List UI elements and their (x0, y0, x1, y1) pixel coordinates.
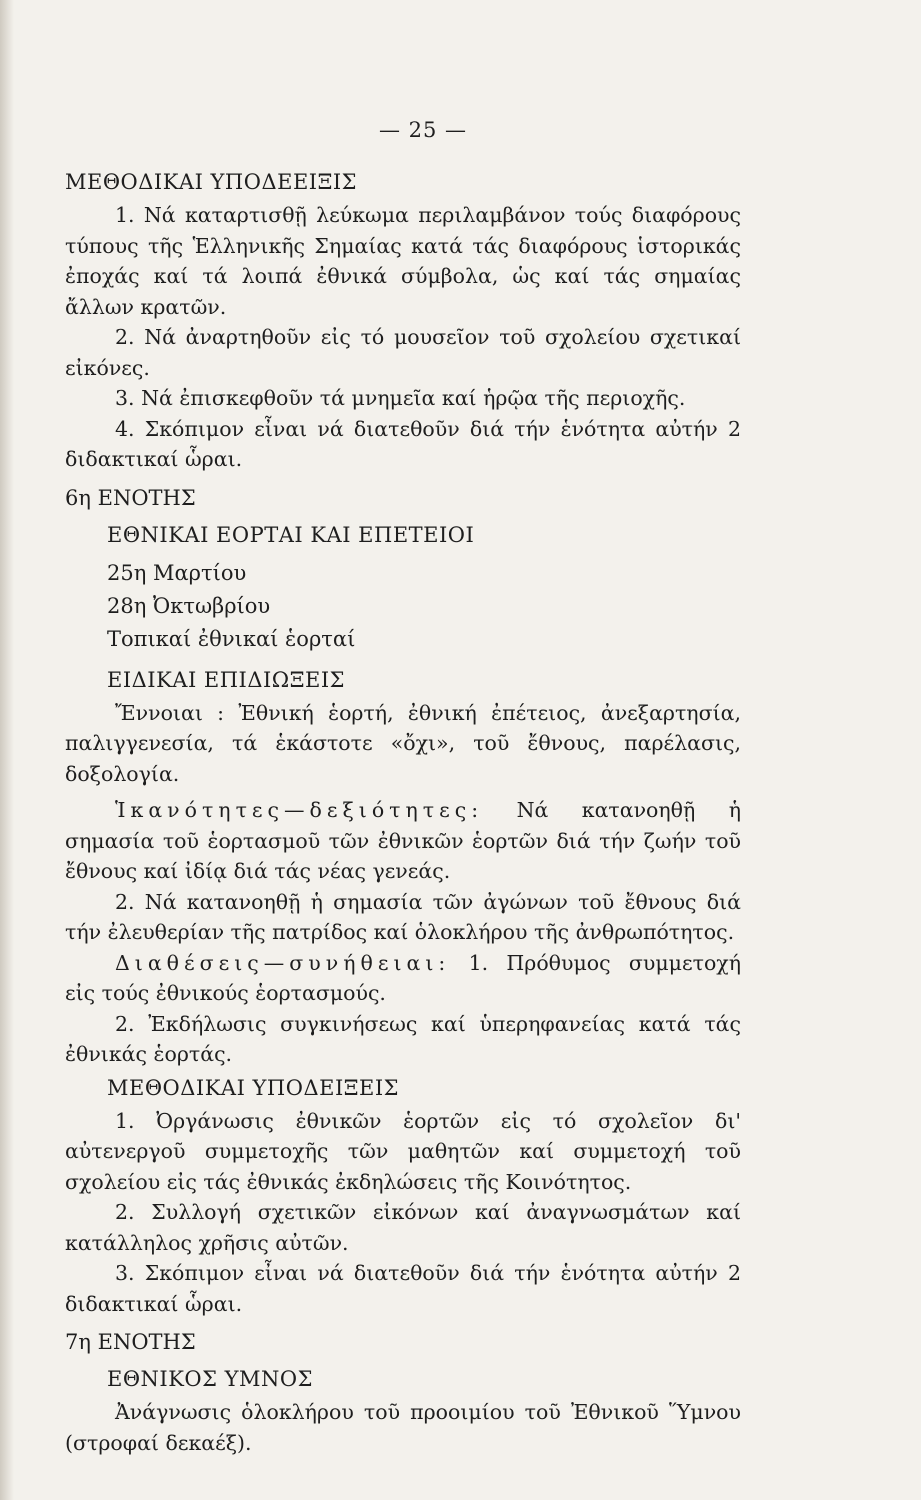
topic-march-25: 25η Μαρτίου (107, 560, 247, 585)
topic-october-28: 28η Ὀκτωβρίου (107, 593, 271, 618)
hint2-2-paragraph: 2. Συλλογή σχετικῶν εἰκόνων καί ἀναγνωσμάτων καί κατάλληλος χρῆσις αὐτῶν. (65, 1200, 741, 1255)
hint-4-paragraph: 4. Σκόπιμον εἶναι νά διατεθοῦν διά τήν ἑνότητα αὐτήν 2 διδακτικαί ὧραι. (65, 416, 741, 471)
page-number: — 25 — (378, 118, 468, 142)
concepts-paragraph (65, 698, 741, 790)
attitudes-paragraph (65, 948, 741, 1009)
attitudes-2-paragraph: 2. Ἐκδήλωσις συγκινήσεως καί ὑπερηφανείας κατά τάς ἐθνικάς ἑορτάς. (65, 1011, 741, 1066)
skills-paragraph (65, 795, 741, 887)
anthem-reading-paragraph: Ἀνάγνωσις ὁλοκλήρου τοῦ προοιμίου τοῦ Ἐθνικοῦ Ὕμνου (στροφαί δεκαέξ). (65, 1400, 741, 1455)
hint-2-paragraph: 2. Νά ἀναρτηθοῦν εἰς τό μουσεῖον τοῦ σχολείου σχετικαί εἰκόνες. (65, 325, 741, 380)
methodical-hints-heading-1: ΜΕΘΟΔΙΚΑΙ ΥΠΟΔΕΕΙΞΙΣ (65, 170, 357, 194)
topic-local-holidays: Τοπικαί ἐθνικαί ἑορταί (107, 626, 356, 651)
skills-text: Νά κατανοηθῇ ἡ σημασία τοῦ ἑορτασμοῦ τῶν ἐθνικῶν ἑορτῶν διά τήν ζωήν τοῦ ἔθνους καί ἰδίᾳ διά τάς νέας γενεάς. (65, 798, 741, 883)
unit-6-title: ΕΘΝΙΚΑΙ ΕΟΡΤΑΙ ΚΑΙ ΕΠΕΤΕΙΟΙ (107, 522, 475, 547)
methodical-hints-heading-2: ΜΕΘΟΔΙΚΑΙ ΥΠΟΔΕΙΞΕΙΣ (107, 1075, 399, 1100)
skills-label: Ἱκανότητες—δεξιότητες: (115, 798, 484, 822)
special-objectives-heading: ΕΙΔΙΚΑΙ ΕΠΙΔΙΩΞΕΙΣ (107, 667, 345, 692)
hint2-1-paragraph: 1. Ὀργάνωσις ἐθνικῶν ἑορτῶν εἰς τό σχολεῖον δι' αὐτενεργοῦ συμμετοχῆς τῶν μαθητῶν καί συμμετοχή τοῦ σχολείου εἰς τάς ἐθνικάς ἐκδηλώσεις τῆς Κοινότητος. (65, 1108, 741, 1194)
unit-7-label: 7η ΕΝΟΤΗΣ (65, 1330, 196, 1354)
unit-7-title: ΕΘΝΙΚΟΣ ΥΜΝΟΣ (107, 1367, 313, 1391)
attitudes-label: Διαθέσεις—συνήθειαι: (115, 950, 451, 975)
hint2-3-paragraph: 3. Σκόπιμον εἶναι νά διατεθοῦν διά τήν ἑνότητα αὐτήν 2 διδακτικαί ὧραι. (65, 1261, 741, 1316)
attitudes-text: 1. Πρόθυμος συμμετοχή εἰς τούς ἐθνικούς ἑορτασμούς. (65, 950, 741, 1005)
unit-6-topics (65, 557, 741, 656)
concepts-label: Ἔννοιαι : (115, 700, 225, 725)
unit-6-label: 6η ΕΝΟΤΗΣ (65, 485, 196, 510)
skills-2-paragraph: 2. Νά κατανοηθῇ ἡ σημασία τῶν ἀγώνων τοῦ ἔθνους διά τήν ἐλευθερίαν τῆς πατρίδος καί ὁλοκλήρου τῆς ἀνθρωπότητος. (65, 889, 741, 944)
hint-3-paragraph: 3. Νά ἐπισκεφθοῦν τά μνημεῖα καί ἡρῷα τῆς περιοχῆς. (115, 386, 686, 410)
concepts-text: Ἐθνική ἑορτή, ἐθνική ἐπέτειος, ἀνεξαρτησία, παλιγγενεσία, τά ἑκάστοτε «ὄχι», τοῦ ἔθνους, παρέλασις, δοξολογία. (65, 700, 741, 786)
hint-1-paragraph: 1. Νά καταρτισθῇ λεύκωμα περιλαμβάνον τούς διαφόρους τύπους τῆς Ἑλληνικῆς Σημαίας κατά τάς διαφόρους ἱστορικάς ἐποχάς καί τά λοιπά ἐθνικά σύμβολα, ὡς καί τάς σημαίας ἄλλων κρατῶν. (65, 203, 741, 319)
page-spine-shadow (0, 0, 14, 1500)
